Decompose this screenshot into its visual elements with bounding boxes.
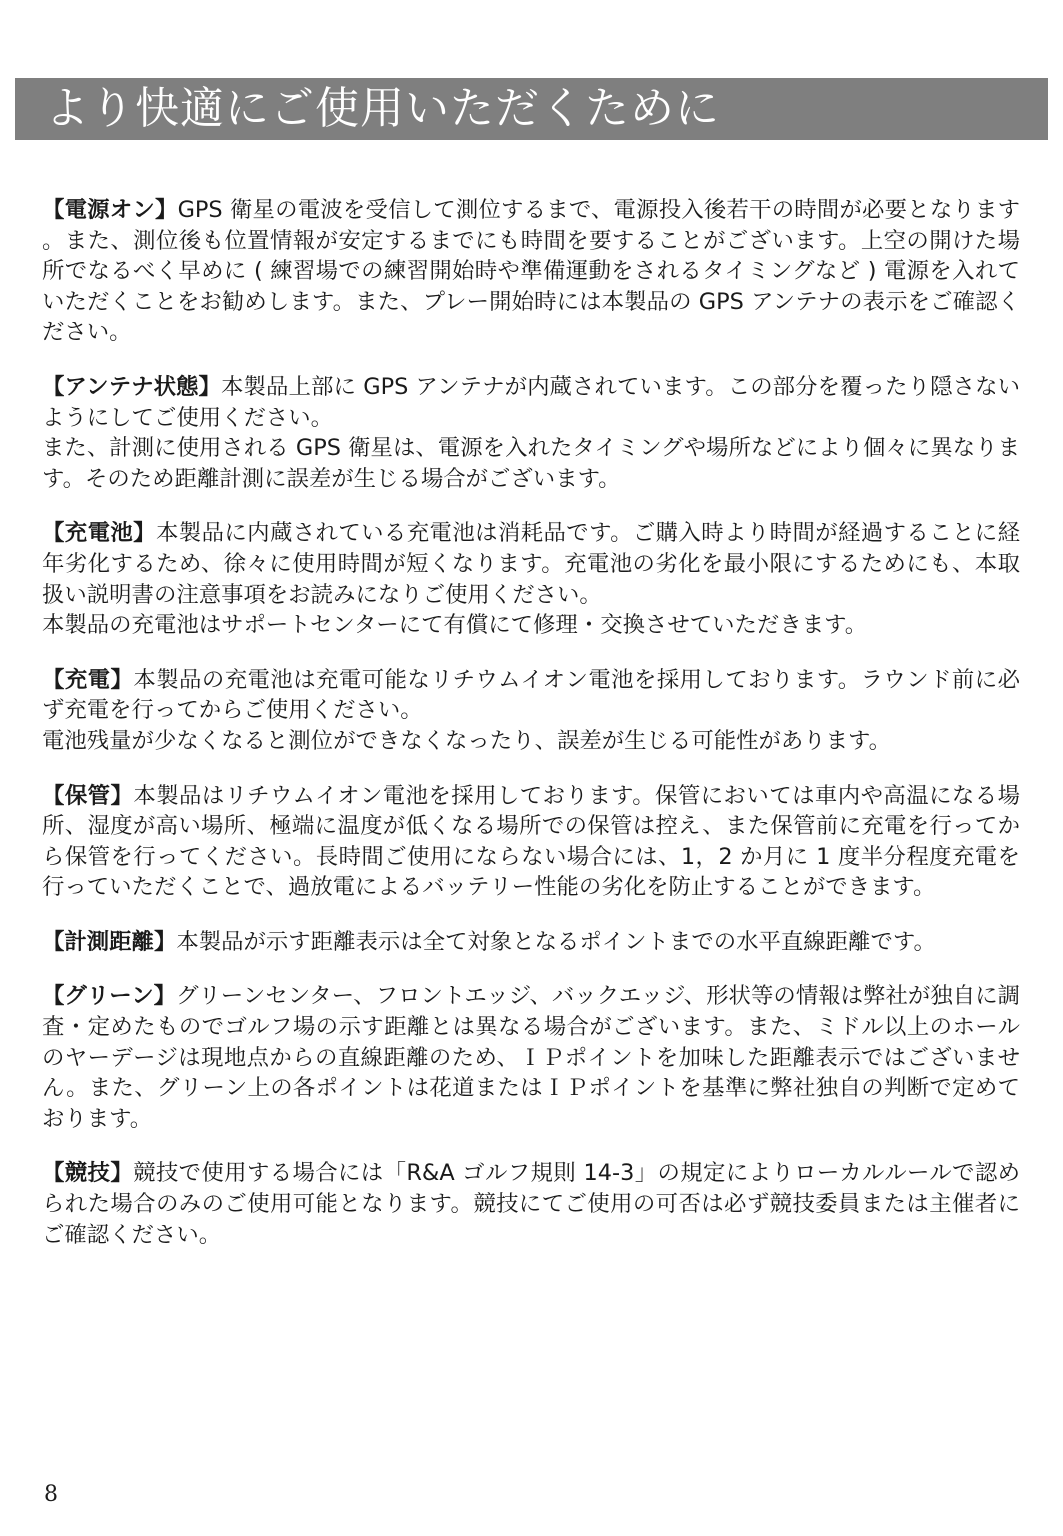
- section-text: 本製品の充電池は充電可能なリチウムイオン電池を採用しております。ラウンド前に必ず充電を行ってからご使用ください。: [42, 666, 1021, 724]
- section-antenna-state: [42, 372, 1020, 494]
- section-heading: 【競技】: [42, 1160, 134, 1187]
- section-heading: 【計測距離】: [42, 928, 177, 955]
- section-text: グリーンセンター、フロントエッジ、バックエッジ、形状等の情報は弊社が独自に調査・定めたものでゴルフ場の示す距離とは異なる場合がございます。また、ミドル以上のホールのヤーデージは現地点からの直線距離のため、ＩＰポイントを加味した距離表示ではございません。また、グリーン上の各ポイントは花道またはＩＰポイントを基準に弊社独自の判断で定めております。: [42, 983, 1021, 1132]
- section-text: GPS 衛星の電波を受信して測位するまで、電源投入後若干の時間が必要となります。また、測位後も位置情報が安定するまでにも時間を要することがございます。上空の開けた場所でなるべく早めに ( 練習場での練習開始時や準備運動をされるタイミングなど ) 電源を入れていただくことをお勧めします。また、プレー開始時には本製品の GPS アンテナの表示をご確認ください。: [42, 197, 1020, 346]
- section-text: 本製品に内蔵されている充電池は消耗品です。ご購入時より時間が経過することに経年劣化するため、徐々に使用時間が短くなります。充電池の劣化を最小限にするためにも、本取扱い説明書の注意事項をお読みになりご使用ください。: [42, 520, 1020, 608]
- page-title-bar: [15, 78, 1048, 140]
- section-text: 競技で使用する場合には「R&A ゴルフ規則 14-3」の規定によりローカルルールで認められた場合のみのご使用可能となります。競技にてご使用の可否は必ず競技委員または主催者にご確認ください。: [42, 1160, 1021, 1248]
- section-paragraph: [42, 610, 1020, 641]
- section-competition: [42, 1158, 1020, 1250]
- section-text: 本製品の充電池はサポートセンターにて有償にて修理・交換させていただきます。: [42, 612, 868, 639]
- document-body: [42, 195, 1020, 1274]
- section-heading: 【アンテナ状態】: [42, 373, 222, 400]
- section-text: また、計測に使用される GPS 衛星は、電源を入れたタイミングや場所などにより個々に異なります。そのため距離計測に誤差が生じる場合がございます。: [42, 435, 1020, 492]
- page-title: より快適にご使用いただくために: [45, 83, 720, 134]
- section-heading: 【グリーン】: [42, 983, 177, 1010]
- section-paragraph: [42, 981, 1020, 1134]
- section-heading: 【電源オン】: [42, 197, 178, 223]
- section-heading: 【充電池】: [42, 520, 156, 547]
- section-paragraph: [42, 665, 1020, 726]
- section-paragraph: [42, 726, 1020, 757]
- section-paragraph: [42, 518, 1020, 610]
- section-charging: [42, 665, 1020, 757]
- section-text: 電池残量が少なくなると測位ができなくなったり、誤差が生じる可能性があります。: [42, 727, 892, 754]
- section-text: 本製品上部に GPS アンテナが内蔵されています。この部分を覆ったり隠さないようにしてご使用ください。: [42, 373, 1020, 431]
- section-text: 本製品はリチウムイオン電池を採用しております。保管においては車内や高温になる場所、湿度が高い場所、極端に温度が低くなる場所での保管は控え、また保管前に充電を行ってから保管を行ってください。長時間ご使用にならない場合には、1，2 か月に 1 度半分程度充電を行っていただくことで、過放電によるバッテリー性能の劣化を防止することができます。: [42, 782, 1021, 901]
- section-paragraph: [42, 781, 1020, 903]
- section-storage: [42, 781, 1020, 903]
- section-paragraph: [42, 195, 1020, 348]
- section-measured-distance: [42, 927, 1020, 958]
- section-paragraph: [42, 927, 1020, 958]
- section-heading: 【保管】: [42, 782, 134, 809]
- section-power-on: [42, 195, 1020, 348]
- section-paragraph: [42, 433, 1020, 494]
- section-heading: 【充電】: [42, 666, 134, 693]
- section-green: [42, 981, 1020, 1134]
- section-battery: [42, 518, 1020, 640]
- section-text: 本製品が示す距離表示は全て対象となるポイントまでの水平直線距離です。: [176, 928, 936, 955]
- section-paragraph: [42, 1158, 1020, 1250]
- page-number: 8: [44, 1482, 58, 1507]
- section-paragraph: [42, 372, 1020, 433]
